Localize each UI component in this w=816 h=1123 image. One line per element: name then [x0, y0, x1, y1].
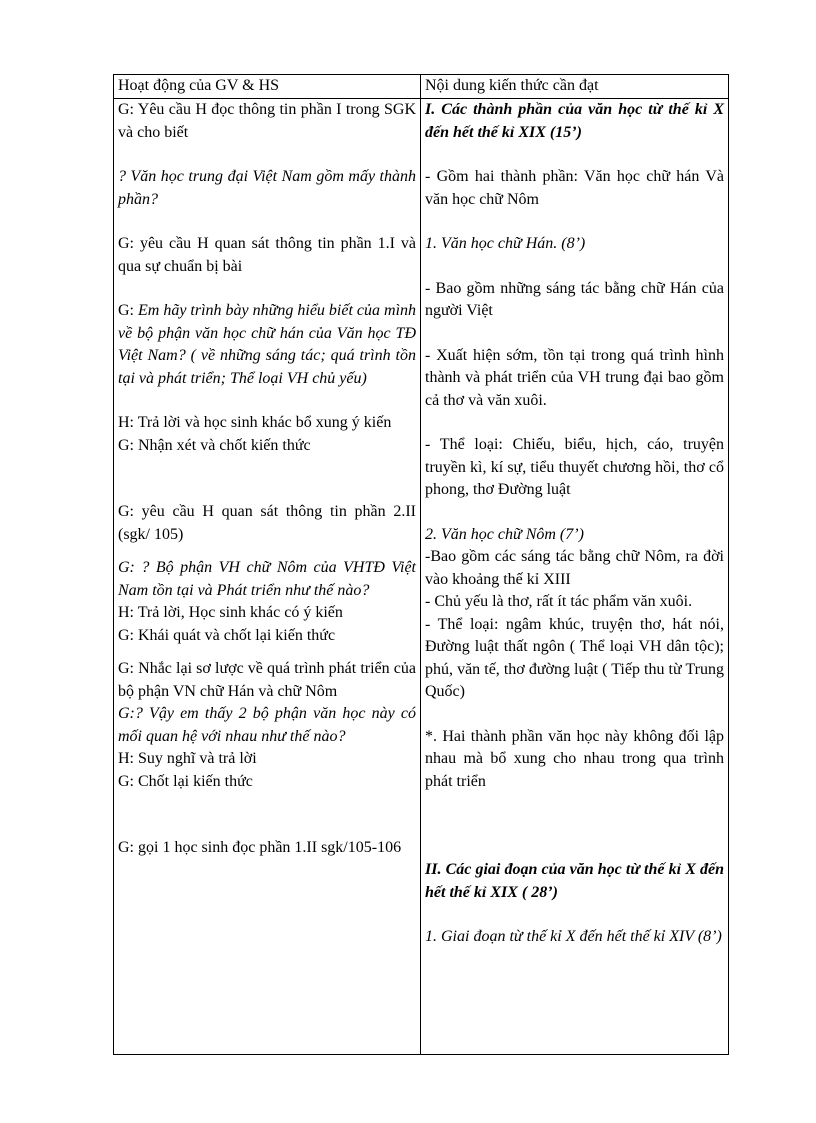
left-para-11: G: Nhắc lại sơ lược về quá trình phát triển của bộ phận VN chữ Hán và chữ Nôm	[118, 660, 416, 700]
left-para-9: H: Trả lời, Học sinh khác có ý kiến	[118, 604, 343, 621]
left-para-4	[118, 300, 416, 390]
right-para-4: - Xuất hiện sớm, tồn tại trong quá trình hình thành và phát triển của VH trung đại bao gồm cả thơ và văn xuôi.	[425, 346, 724, 409]
right-para-1: - Gồm hai thành phần: Văn học chữ hán Và văn học chữ Nôm	[425, 168, 724, 208]
right-para-8: - Chủ yếu là thơ, rất ít tác phẩm văn xuôi.	[425, 593, 693, 610]
left-para-7: G: yêu cầu H quan sát thông tin phần 2.II (sgk/ 105)	[118, 503, 416, 543]
subheading-chu-han: 1. Văn học chữ Hán. (8’)	[425, 235, 586, 252]
left-para-4-prefix: G:	[118, 302, 138, 319]
left-para-8: G: ? Bộ phận VH chữ Nôm của VHTĐ Việt Nam tồn tại và Phát triển như thế nào?	[118, 559, 416, 599]
left-para-12: G:? Vậy em thấy 2 bộ phận văn học này có mối quan hệ với nhau như thế nào?	[118, 705, 416, 745]
header-activities: Hoạt động của GV & HS	[114, 75, 421, 99]
right-para-7: -Bao gồm các sáng tác bằng chữ Nôm, ra đời vào khoảng thế kỉ XIII	[425, 548, 724, 588]
right-para-5: - Thể loại: Chiếu, biểu, hịch, cáo, truyện truyền kì, kí sự, tiểu thuyết chương hồi, thơ cổ phong, thơ Đường luật	[425, 436, 724, 498]
left-para-3: G: yêu cầu H quan sát thông tin phần 1.I và qua sự chuẩn bị bài	[118, 235, 416, 275]
header-knowledge: Nội dung kiến thức cần đạt	[421, 75, 729, 99]
right-para-3: - Bao gồm những sáng tác bằng chữ Hán của người Việt	[425, 279, 724, 319]
left-para-2: ? Văn học trung đại Việt Nam gồm mấy thành phần?	[118, 168, 416, 208]
subheading-giai-doan-1: 1. Giai đoạn từ thế kỉ X đến hết thế kỉ XIV (8’)	[425, 928, 722, 945]
left-para-5: H: Trả lời và học sinh khác bổ xung ý kiến	[118, 414, 392, 431]
lesson-plan-table	[113, 74, 729, 1055]
left-para-6: G: Nhận xét và chốt kiến thức	[118, 436, 311, 454]
right-para-10: *. Hai thành phần văn học này không đối lập nhau mà bổ xung cho nhau trong qua trình phát triển	[425, 727, 724, 790]
left-para-14: G: Chốt lại kiến thức	[118, 772, 253, 790]
left-para-1: G: Yêu cầu H đọc thông tin phần I trong SGK và cho biết	[118, 101, 416, 141]
left-para-15: G: gọi 1 học sinh đọc phần 1.II sgk/105-106	[118, 839, 402, 856]
activities-column	[114, 99, 421, 1055]
left-para-4-text: Em hãy trình bày những hiểu biết của mình về bộ phận văn học chữ hán của Văn học TĐ Việt Nam? ( về những sáng tác; quá trình tồn tại và phát triển; Thể loại VH chủ yếu)	[118, 302, 417, 387]
right-para-9: - Thể loại: ngâm khúc, truyện thơ, hát nói, Đường luật thất ngôn ( Thể loại VH dân tộc); phú, văn tế, thơ đường luật ( Tiếp thu từ Trung Quốc)	[425, 615, 724, 700]
left-para-13: H: Suy nghĩ và trả lời	[118, 750, 257, 767]
knowledge-column	[421, 99, 729, 1055]
subheading-chu-nom: 2. Văn học chữ Nôm (7’)	[425, 525, 584, 543]
table-header-row	[114, 75, 729, 99]
section-heading-1: I. Các thành phần của văn học từ thế kỉ X đến hết thế kỉ XIX (15’)	[425, 101, 724, 141]
table-body-row	[114, 99, 729, 1055]
left-para-10: G: Khái quát và chốt lại kiến thức	[118, 626, 336, 644]
section-heading-2: II. Các giai đoạn của văn học từ thế kỉ X đến hết thế kỉ XIX ( 28’)	[425, 861, 724, 901]
